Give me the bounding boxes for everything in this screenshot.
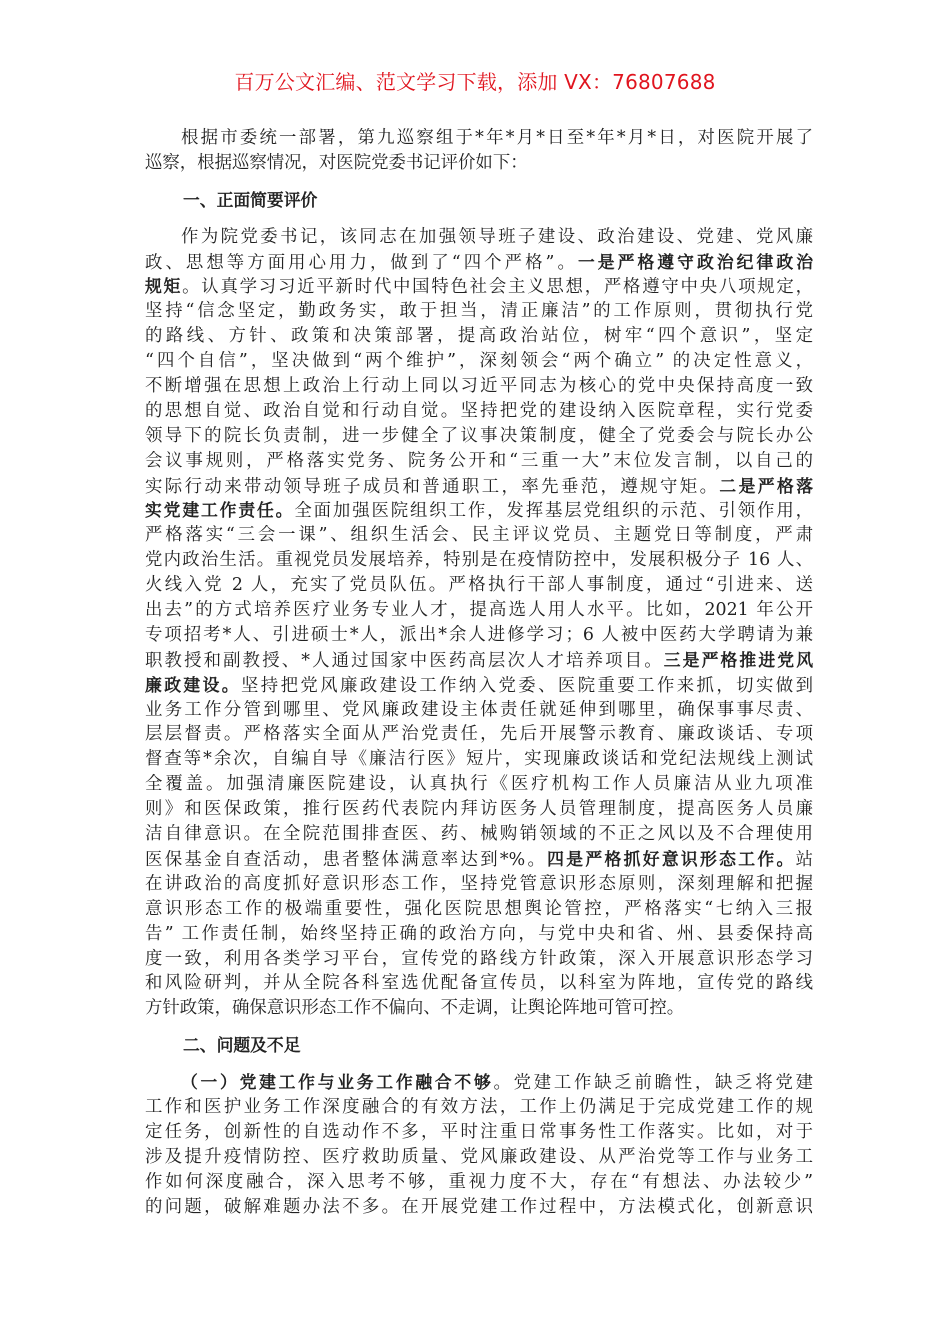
text-run: 方针政策，确保意识形态工作不偏向、不走调，让舆论阵地可管可控。 (145, 998, 685, 1019)
text-line (145, 947, 813, 972)
text-line (145, 250, 813, 275)
text-run: 火线入党 2 人，充实了党员队伍。严格执行干部人事制度，通过“引进来、送 (145, 575, 813, 596)
text-run: 。认真学习习近平新时代中国特色社会主义思想，严格遵守中央八项规定， (182, 277, 813, 298)
text-line (145, 747, 813, 772)
text-line (145, 822, 813, 847)
text-run: 度一致，利用各类学习平台，宣传党的路线方针政策，深入开展意识形态学习 (145, 948, 813, 969)
text-run: 会议事规则，严格落实党务、院务公开和“三重一大”末位发言制，以自己的 (145, 450, 813, 471)
text-run: 意识形态工作的极端重要性，强化医院思想舆论管控，严格落实“七纳入三报 (145, 898, 813, 919)
text-run: 业务工作分管到哪里、党风廉政建设主体责任就延伸到哪里，确保事事尽责、 (145, 699, 813, 720)
text-line (145, 274, 813, 299)
text-run: 则》和医保政策，推行医药代表院内拜访医务人员管理制度，提高医务人员廉 (145, 799, 813, 820)
text-run: 巡察，根据巡察情况，对医院党委书记评价如下： (145, 152, 528, 173)
text-run: 在讲政治的高度抓好意识形态工作，坚持党管意识形态原则，深刻理解和把握 (145, 873, 813, 894)
text-run: 坚持把党风廉政建设工作纳入党委、医院重要工作来抓，切实做到 (241, 675, 813, 696)
text-run: 不断增强在思想上政治上行动上同以习近平同志为核心的党中央保持高度一致 (145, 376, 813, 397)
text-run: 的问题，破解难题办法不多。在开展党建工作过程中，方法模式化，创新意识 (145, 1196, 813, 1217)
text-run: 根据市委统一部署，第九巡察组于*年*月*日至*年*月*日，对医院开展了 (181, 128, 813, 148)
text-line (145, 1070, 813, 1095)
bold-text: （一）党建工作与业务工作融合不够 (181, 1072, 494, 1093)
text-line (145, 722, 813, 747)
text-run: 全面加强医院组织工作，发挥基层党组织的示范、引领作用， (294, 501, 813, 522)
text-line (145, 897, 813, 922)
document-body (145, 126, 813, 1219)
text-line (145, 996, 813, 1021)
text-line (145, 225, 813, 250)
bold-text: 二是严格落 (719, 475, 813, 496)
text-line (145, 424, 813, 449)
text-line (145, 399, 813, 424)
bold-text: 廉政建设。 (145, 674, 241, 695)
text-line (145, 922, 813, 947)
text-run: 作为院党委书记，该同志在加强领导班子建设、政治建设、党建、党风廉 (181, 226, 813, 247)
text-run: 坚持“信念坚定，勤政务实，敢于担当，清正廉洁”的工作原则，贯彻执行党 (145, 301, 813, 322)
text-line (145, 648, 813, 673)
text-run: “四个自信”，坚决做到“两个维护”，深刻领会“两个确立” 的决定性意义， (145, 351, 813, 372)
text-line (145, 971, 813, 996)
text-run: 全覆盖。加强清廉医院建设，认真执行《医疗机构工作人员廉洁从业九项准 (145, 774, 813, 795)
text-line (145, 498, 813, 523)
text-line (145, 673, 813, 698)
text-run: 定任务，创新性的自选动作不多，平时注重日常事务性工作落实。比如，对于 (145, 1121, 813, 1142)
watermark-banner: 百万公文汇编、范文学习下载，添加 VX：76807688 (234, 70, 716, 94)
text-run: 工作和医护业务工作深度融合的有效方法，工作上仍满足于完成党建工作的规 (145, 1096, 813, 1117)
text-run: 督查等*余次，自编自导《廉洁行医》短片，实现廉政谈话和党纪法规线上测试 (145, 749, 813, 770)
text-run: 告” 工作责任制，始终坚持正确的政治方向，与党中央和省、州、县委保持高 (145, 923, 813, 944)
text-line (145, 598, 813, 623)
text-line (145, 523, 813, 548)
section-heading: 二、问题及不足 (183, 1035, 301, 1056)
bold-text: 三是严格推进党风 (663, 649, 813, 670)
paragraph (145, 225, 813, 1022)
text-line (145, 349, 813, 374)
text-line (145, 548, 813, 573)
text-line (145, 797, 813, 822)
text-run: 党内政治生活。重视党员发展培养，特别是在疫情防控中，发展积极分子 16 人、 (145, 550, 813, 571)
paragraph (145, 126, 813, 176)
text-run: 的路线、方针、政策和决策部署，提高政治站位，树牢“四个意识”，坚定 (145, 326, 813, 347)
bold-text: 四是严格抓好意识形态工作。 (547, 848, 796, 869)
text-line (145, 449, 813, 474)
text-line (145, 1095, 813, 1120)
text-line (145, 772, 813, 797)
text-run: 政、思想等方面用心用力，做到了“四个严格”。 (145, 252, 578, 273)
text-line (145, 474, 813, 499)
text-run: 涉及提升疫情防控、医疗救助质量、党风廉政建设、从严治党等工作与业务工 (145, 1146, 813, 1167)
bold-text: 实党建工作责任。 (145, 500, 295, 521)
text-line (145, 623, 813, 648)
text-run: 洁自律意识。在全院范围排查医、药、械购销领域的不正之风以及不合理使用 (145, 824, 813, 845)
text-run: 专项招考*人、引进硕士*人，派出*余人进修学习；6 人被中医药大学聘请为兼 (145, 624, 813, 645)
paragraph (145, 1070, 813, 1219)
text-line (145, 1195, 813, 1220)
section-heading: 一、正面简要评价 (183, 189, 318, 210)
text-line (145, 847, 813, 872)
text-run: 职教授和副教授、*人通过国家中医药高层次人才培养项目。 (145, 650, 664, 671)
text-run: 和风险研判，并从全院各科室选优配备宣传员，以科室为阵地，宣传党的路线 (145, 973, 813, 994)
text-line (145, 374, 813, 399)
bold-text: 规矩 (145, 276, 183, 297)
text-run: 出去”的方式培养医疗业务专业人才，提高选人用人水平。比如，2021 年公开 (145, 600, 813, 621)
text-line (145, 698, 813, 723)
text-run: 的思想自觉、政治自觉和行动自觉。坚持把党的建设纳入医院章程，实行党委 (145, 400, 813, 421)
text-line (145, 1145, 813, 1170)
text-line (145, 299, 813, 324)
text-run: 。党建工作缺乏前瞻性，缺乏将党建 (493, 1073, 813, 1094)
text-run: 实际行动来带动领导班子成员和普通职工，率先垂范，遵规守矩。 (145, 476, 720, 497)
bold-text: 一是严格遵守政治纪律政治 (577, 251, 813, 272)
text-run: 严格落实“三会一课”、组织生活会、民主评议党员、主题党日等制度，严肃 (145, 525, 813, 546)
text-line (145, 151, 813, 176)
text-run: 医保基金自查活动，患者整体满意率达到*%。 (145, 849, 548, 870)
text-run: 层层督责。严格落实全面从严治党责任，先后开展警示教育、廉政谈话、专项 (145, 724, 813, 745)
text-line (145, 1170, 813, 1195)
text-line (145, 872, 813, 897)
text-line (145, 573, 813, 598)
text-line (145, 126, 813, 151)
text-line (145, 324, 813, 349)
text-run: 领导下的院长负责制，进一步健全了议事决策制度，健全了党委会与院长办公 (145, 425, 813, 446)
text-line (145, 1120, 813, 1145)
text-run: 站 (795, 849, 813, 870)
text-run: 作如何深度融合，深入思考不够，重视力度不大，存在“有想法、办法较少” (145, 1171, 813, 1192)
